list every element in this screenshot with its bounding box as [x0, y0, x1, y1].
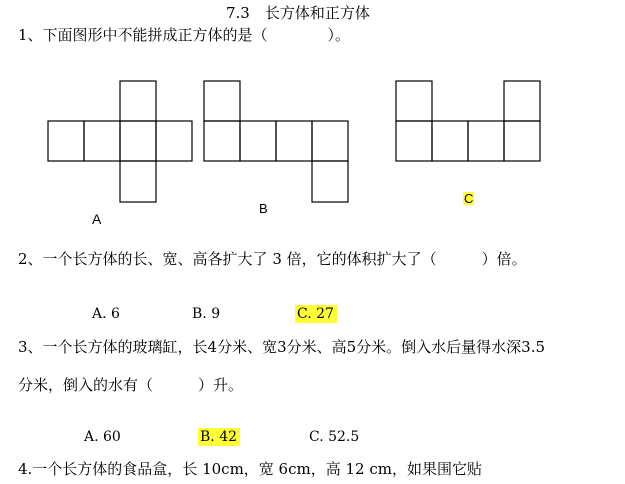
question-2-option-b: B. 9: [192, 306, 221, 322]
question-2-option-a: A. 6: [92, 306, 120, 322]
question-1-text: 1、下面图形中不能拼成正方体的是（ ）。: [18, 26, 351, 44]
question-4-text: 4.一个长方体的食品盒，长 10cm，宽 6cm，高 12 cm，如果围它贴: [18, 460, 482, 478]
question-3-option-c: C. 52.5: [309, 429, 360, 445]
question-3-text-line-2: 分米，倒入的水有（ ）升。: [18, 376, 244, 394]
net-b-figure: [204, 81, 348, 202]
net-c-figure: [396, 81, 540, 161]
net-b-label: B: [259, 201, 268, 216]
question-2-text: 2、一个长方体的长、宽、高各扩大了 3 倍，它的体积扩大了（ ）倍。: [18, 250, 527, 268]
net-a-label: A: [92, 211, 102, 227]
question-2-option-c: C. 27: [295, 305, 337, 323]
net-a-figure: [48, 81, 192, 202]
worksheet-title: 7.3 长方体和正方体: [226, 4, 370, 22]
question-3-option-a: A. 60: [84, 429, 121, 445]
net-c-label: C: [464, 191, 474, 206]
question-3-option-b: B. 42: [198, 428, 240, 446]
question-3-text-line-1: 3、一个长方体的玻璃缸，长4分米、宽3分米、高5分米。倒入水后量得水深3.5: [18, 338, 546, 356]
